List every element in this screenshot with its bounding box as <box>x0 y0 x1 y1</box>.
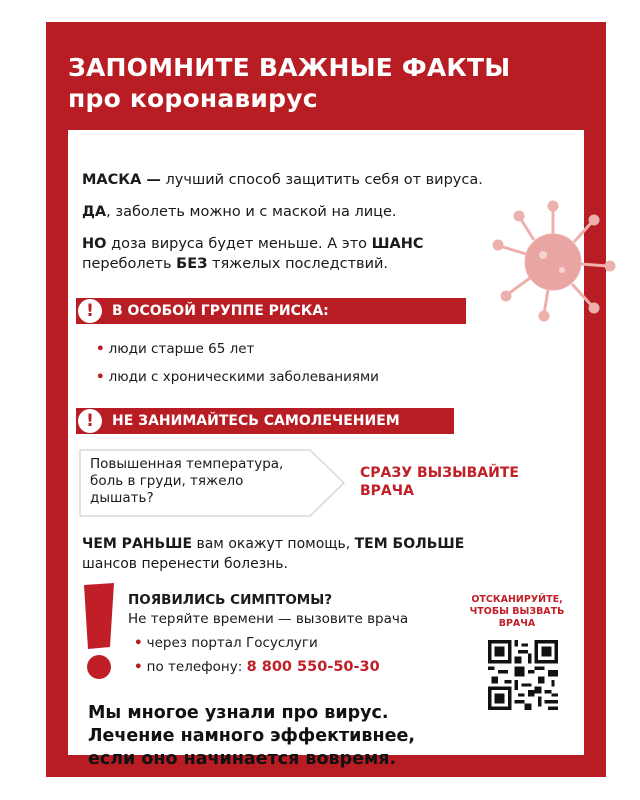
symptoms-item-portal <box>134 634 318 652</box>
symptom-question-line: Повышенная температура, <box>90 456 284 472</box>
fact-yes <box>82 202 397 222</box>
qr-code[interactable] <box>488 640 558 710</box>
risk-item <box>96 340 254 358</box>
closing-message <box>88 702 488 771</box>
call-doctor-line: ВРАЧА <box>360 483 414 499</box>
fact-but-rest3: тяжелых последствий. <box>207 256 389 272</box>
earlier-rest-1: вам окажут помощь, <box>192 536 355 552</box>
qr-label <box>462 594 572 630</box>
fact-but-strong: НО <box>82 236 107 252</box>
exclamation-icon: ! <box>78 299 102 323</box>
exclamation-icon: ! <box>78 409 102 433</box>
qr-label-line: ВРАЧА <box>498 618 536 629</box>
fact-but-rest2: переболеть <box>82 256 177 272</box>
virus-icon <box>488 190 618 320</box>
bullet-dot-icon: • <box>96 341 105 357</box>
fact-without-strong: БЕЗ <box>176 256 208 272</box>
bullet-dot-icon: • <box>134 635 143 651</box>
qr-label-line: ЧТОБЫ ВЫЗВАТЬ <box>469 606 565 617</box>
closing-line: Мы многое узнали про вирус. <box>88 703 389 723</box>
fact-yes-strong: ДА <box>82 204 107 220</box>
closing-line: если оно начинается вовремя. <box>88 749 397 769</box>
earlier-strong-1: ЧЕМ РАНЬШЕ <box>82 536 193 552</box>
phone-number[interactable]: 8 800 550-50-30 <box>246 659 380 675</box>
risk-header: В ОСОБОЙ ГРУППЕ РИСКА: <box>112 303 329 319</box>
risk-item-label: люди старше 65 лет <box>108 341 255 357</box>
qr-label-line: ОТСКАНИРУЙТЕ, <box>471 594 563 605</box>
selfcare-header: НЕ ЗАНИМАЙТЕСЬ САМОЛЕЧЕНИЕМ <box>112 413 400 429</box>
call-doctor-text <box>360 464 519 500</box>
fact-but-rest1: доза вируса будет меньше. А это <box>106 236 372 252</box>
bullet-dot-icon: • <box>96 369 105 385</box>
symptoms-item-label: через портал Госуслуги <box>146 635 318 651</box>
poster-title <box>68 52 510 114</box>
risk-header-band <box>76 298 466 324</box>
fact-mask-strong: МАСКА — <box>82 172 161 188</box>
risk-item-label: люди с хроническими заболеваниями <box>108 369 379 385</box>
symptoms-item-phone <box>134 658 380 676</box>
fact-mask-rest: лучший способ защитить себя от вируса. <box>160 172 483 188</box>
content-panel <box>68 130 584 769</box>
risk-item <box>96 368 379 386</box>
fact-chance-strong: ШАНС <box>371 236 424 252</box>
earlier-text <box>82 534 464 574</box>
title-line-2: про коронавирус <box>68 84 318 113</box>
bullet-dot-icon: • <box>134 659 143 675</box>
earlier-rest-2: шансов перенести болезнь. <box>82 556 289 572</box>
fact-mask <box>82 170 483 190</box>
title-line-1: ЗАПОМНИТЕ ВАЖНЫЕ ФАКТЫ <box>68 53 511 82</box>
earlier-strong-2: ТЕМ БОЛЬШЕ <box>354 536 465 552</box>
selfcare-header-band <box>76 408 454 434</box>
symptoms-item-label: по телефону: <box>146 659 247 675</box>
poster-frame <box>46 22 606 777</box>
closing-line: Лечение намного эффективнее, <box>88 726 415 746</box>
symptoms-title: ПОЯВИЛИСЬ СИМПТОМЫ? <box>128 592 333 608</box>
big-exclamation-icon <box>80 583 118 683</box>
symptom-question-line: боль в груди, тяжело <box>90 473 244 489</box>
fact-yes-rest: , заболеть можно и с маской на лице. <box>106 204 397 220</box>
call-doctor-line: СРАЗУ ВЫЗЫВАЙТЕ <box>360 465 519 481</box>
symptoms-subtitle: Не теряйте времени — вызовите врача <box>128 611 409 627</box>
symptom-question <box>90 456 340 507</box>
symptom-question-line: дышать? <box>90 490 154 506</box>
fact-but <box>82 234 424 274</box>
